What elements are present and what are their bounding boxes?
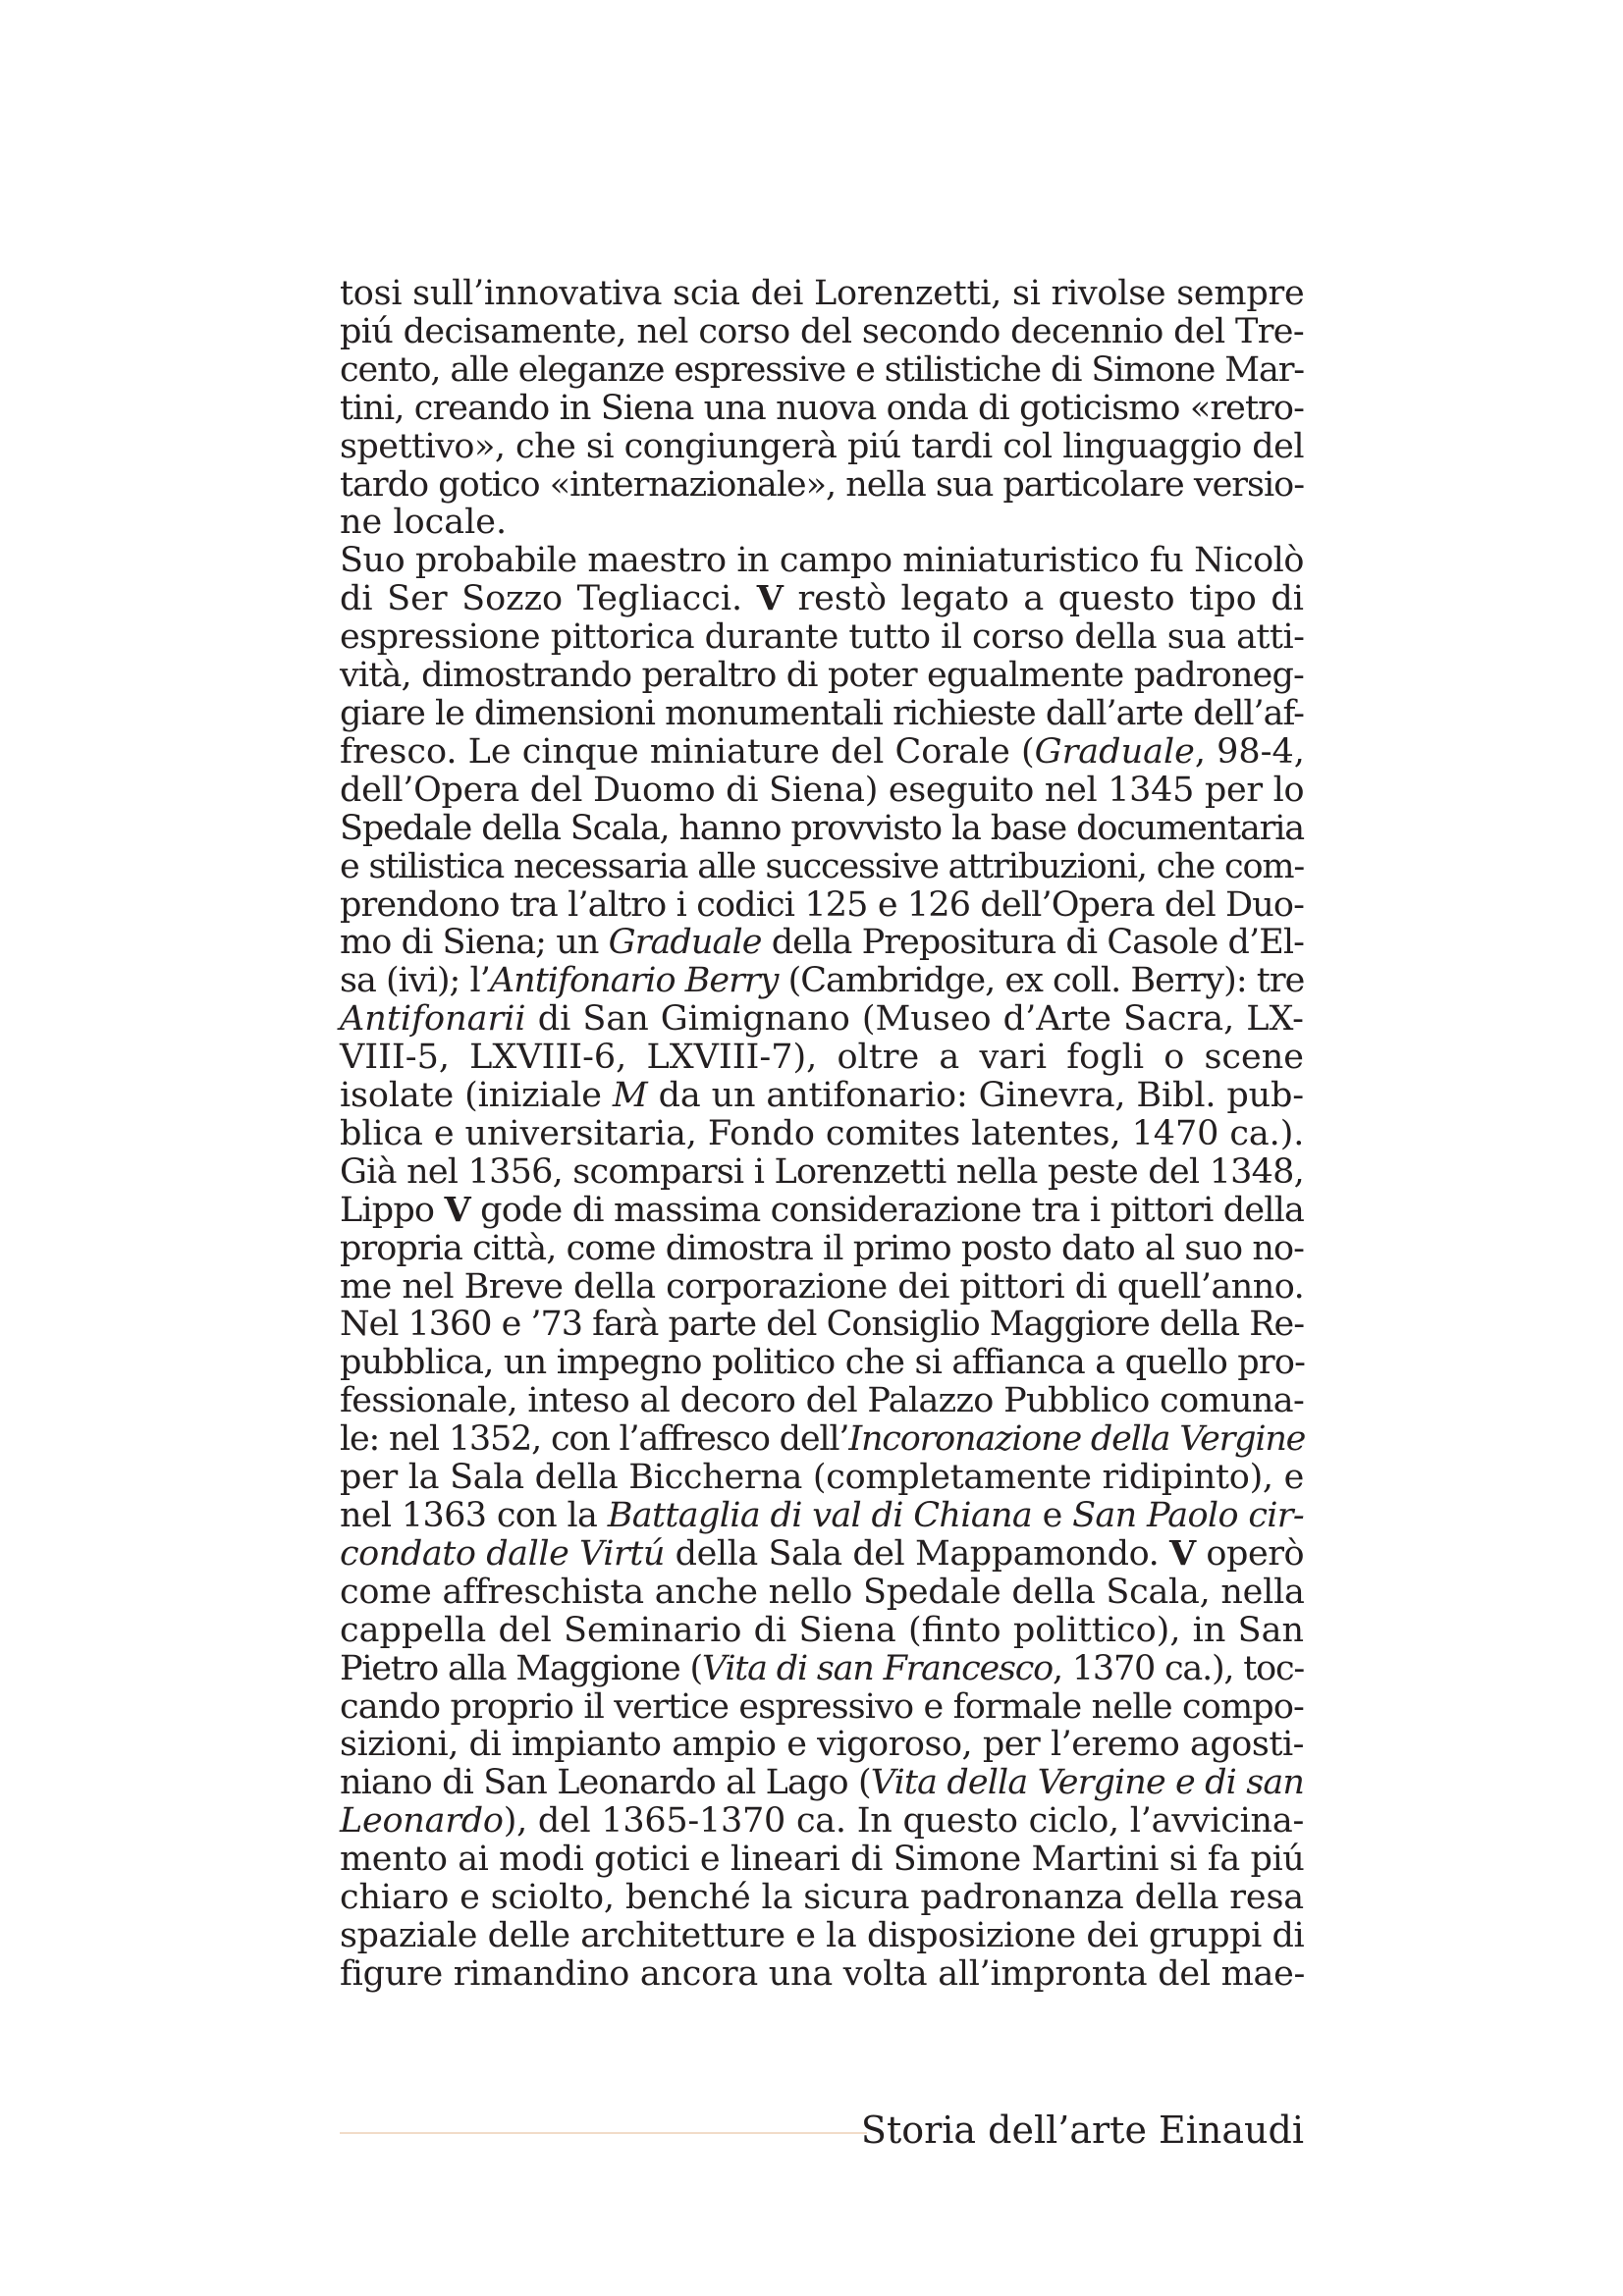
text-segment: operò <box>1195 1533 1305 1574</box>
text-segment: dell’Opera del Duomo di Siena) eseguito nel 1345 per lo <box>340 770 1305 810</box>
text-line <box>340 1344 1304 1382</box>
text-segment: ), del 1365-1370 ca. In questo ciclo, l’avvicina- <box>503 1801 1305 1842</box>
text-line <box>340 275 1304 313</box>
text-segment: (Cambridge, ex coll. Berry): tre <box>778 961 1305 1001</box>
text-line <box>340 351 1304 390</box>
bold-text: V <box>1168 1532 1196 1574</box>
text-segment: prendono tra l’altro i codici 125 e 126 dell’Opera del Duo- <box>340 884 1305 925</box>
text-line <box>340 1802 1304 1841</box>
paragraph <box>340 275 1304 542</box>
italic-text: Graduale <box>608 923 762 963</box>
text-segment: sizioni, di impianto ampio e vigoroso, per l’eremo agosti- <box>340 1725 1304 1765</box>
text-segment: piú decisamente, nel corso del secondo decennio del Tre- <box>340 311 1304 351</box>
text-segment: cappella del Seminario di Siena (finto polittico), in San <box>340 1610 1304 1650</box>
text-line <box>340 810 1304 848</box>
text-line <box>340 733 1304 772</box>
text-segment: Nel 1360 e ’73 farà parte del Consiglio Maggiore della Re- <box>340 1305 1304 1345</box>
paragraph <box>340 1153 1304 1994</box>
text-segment: tini, creando in Siena una nuova onda di goticismo «retro- <box>340 388 1304 428</box>
footer-rule <box>340 2132 867 2134</box>
italic-text: Antifonario Berry <box>489 961 779 1001</box>
text-line <box>340 772 1304 810</box>
text-segment: chiaro e sciolto, benché la sicura padronanza della resa <box>340 1878 1304 1918</box>
text-segment: pubblica, un impegno politico che si affianca a quello pro- <box>340 1343 1306 1383</box>
text-line <box>340 886 1304 925</box>
text-line <box>340 1230 1304 1268</box>
text-segment: spaziale delle architetture e la disposizione dei gruppi di <box>340 1915 1305 1955</box>
text-line <box>340 1688 1304 1727</box>
text-segment: figure rimandino ancora una volta all’impronta del mae- <box>340 1953 1306 1994</box>
text-segment: della Prepositura di Casole d’El- <box>761 923 1304 963</box>
paragraph <box>340 542 1304 1153</box>
text-segment: e <box>1032 1496 1073 1535</box>
text-line <box>340 1039 1304 1077</box>
text-line <box>340 542 1304 580</box>
text-line <box>340 1420 1304 1459</box>
text-line <box>340 1841 1304 1879</box>
text-segment: gode di massima considerazione tra i pittori della <box>469 1190 1305 1230</box>
text-segment: di Ser Sozzo Tegliacci. <box>340 579 757 619</box>
text-line <box>340 313 1304 351</box>
text-segment: , 1370 ca.), toc- <box>1053 1648 1304 1688</box>
text-line <box>340 962 1304 1000</box>
text-line <box>340 924 1304 962</box>
bold-text: V <box>444 1189 470 1230</box>
text-line <box>340 1726 1304 1764</box>
italic-text: M <box>612 1076 648 1116</box>
text-segment: sa (ivi); l’ <box>340 961 490 1001</box>
text-segment: tosi sull’innovativa scia dei Lorenzetti, si rivolse sempre <box>340 274 1305 313</box>
text-segment: per la Sala della Biccherna (completamente ridipinto), e <box>340 1458 1304 1498</box>
italic-text: Battaglia di val di Chiana <box>607 1496 1033 1535</box>
text-segment: propria città, come dimostra il primo posto dato al suo no- <box>340 1228 1304 1268</box>
text-line <box>340 1574 1304 1612</box>
text-segment: da un antifonario: Ginevra, Bibl. pub- <box>647 1076 1304 1116</box>
text-line <box>340 1000 1304 1039</box>
italic-text: Graduale <box>1034 731 1195 772</box>
text-segment: fessionale, inteso al decoro del Palazzo Pubblico comuna- <box>340 1381 1305 1421</box>
text-segment: Pietro alla Maggione ( <box>340 1648 702 1688</box>
italic-text: condato dalle Virtú <box>340 1533 665 1574</box>
text-line <box>340 1955 1304 1994</box>
text-segment: Lippo <box>340 1190 445 1230</box>
body-text <box>340 275 1304 1994</box>
italic-text: Leonardo <box>340 1801 504 1842</box>
text-segment: di San Gimignano (Museo d’Arte Sacra, LX- <box>525 999 1304 1040</box>
text-line <box>340 504 1304 542</box>
italic-text: Vita della Vergine e di san <box>870 1763 1305 1803</box>
text-line <box>340 618 1304 657</box>
text-line <box>340 1612 1304 1650</box>
text-line <box>340 1497 1304 1535</box>
text-segment: isolate (iniziale <box>340 1076 613 1116</box>
page-footer <box>340 2101 1304 2160</box>
text-line <box>340 1917 1304 1955</box>
text-segment: mo di Siena; un <box>340 923 609 963</box>
text-segment: ne locale. <box>340 503 508 543</box>
text-line <box>340 1189 1305 1230</box>
text-segment: nel 1363 con la <box>340 1496 608 1535</box>
text-segment: e stilistica necessaria alle successive attribuzioni, che com- <box>340 846 1305 886</box>
text-line <box>340 1650 1304 1688</box>
publication-title: Storia dell’arte Einaudi <box>860 2109 1304 2152</box>
italic-text: Incoronazione della Vergine <box>848 1419 1306 1460</box>
text-line <box>340 657 1304 695</box>
text-segment: mento ai modi gotici e lineari di Simone Martini si fa piú <box>340 1840 1305 1880</box>
text-segment: spettivo», che si congiungerà piú tardi col linguaggio del <box>340 426 1304 466</box>
text-segment: me nel Breve della corporazione dei pittori di quell’anno. <box>340 1266 1305 1307</box>
text-segment: cento, alle eleganze espressive e stilistiche di Simone Mar- <box>340 349 1304 390</box>
text-segment: VIII-5, LXVIII-6, LXVIII-7), oltre a vari fogli o scene <box>340 1038 1304 1078</box>
text-line <box>340 1153 1304 1192</box>
text-line <box>340 1382 1304 1420</box>
text-segment: le: nel 1352, con l’affresco dell’ <box>340 1419 849 1460</box>
text-segment: blica e universitaria, Fondo comites latentes, 1470 ca.). <box>340 1113 1305 1153</box>
text-line <box>340 580 1304 618</box>
text-segment: fresco. Le cinque miniature del Corale ( <box>340 731 1035 772</box>
text-line <box>340 1879 1304 1917</box>
text-line <box>340 1115 1304 1153</box>
text-segment: vità, dimostrando peraltro di poter egualmente padroneg- <box>340 656 1304 696</box>
italic-text: Antifonarii <box>340 999 526 1040</box>
text-segment: espressione pittorica durante tutto il corso della sua atti- <box>340 617 1305 658</box>
text-line <box>340 390 1304 428</box>
text-line <box>340 1268 1304 1307</box>
text-line <box>340 1764 1304 1802</box>
text-segment: niano di San Leonardo al Lago ( <box>340 1763 871 1803</box>
text-line <box>340 1077 1304 1115</box>
text-line <box>340 695 1304 733</box>
text-segment: , 98-4, <box>1194 731 1305 772</box>
text-segment: come affreschista anche nello Spedale della Scala, nella <box>340 1572 1305 1612</box>
italic-text: San Paolo cir- <box>1072 1496 1305 1535</box>
text-line <box>340 428 1304 466</box>
text-segment: cando proprio il vertice espressivo e formale nelle compo- <box>340 1686 1304 1727</box>
text-segment: restò legato a questo tipo di <box>783 579 1304 619</box>
text-line <box>340 848 1304 886</box>
text-segment: giare le dimensioni monumentali richieste dall’arte dell’af- <box>340 693 1304 733</box>
italic-text: Vita di san Francesco <box>701 1648 1053 1688</box>
text-line <box>340 1459 1304 1497</box>
text-segment: tardo gotico «internazionale», nella sua particolare versio- <box>340 464 1304 505</box>
text-segment: Spedale della Scala, hanno provvisto la base documentaria <box>340 808 1304 848</box>
bold-text: V <box>756 578 784 619</box>
text-line <box>340 1532 1305 1574</box>
text-segment: della Sala del Mappamondo. <box>665 1533 1169 1574</box>
text-line <box>340 466 1304 505</box>
text-segment: Suo probabile maestro in campo miniaturistico fu Nicolò <box>340 541 1304 581</box>
text-line <box>340 1306 1304 1344</box>
text-segment: Già nel 1356, scomparsi i Lorenzetti nella peste del 1348, <box>340 1151 1304 1192</box>
